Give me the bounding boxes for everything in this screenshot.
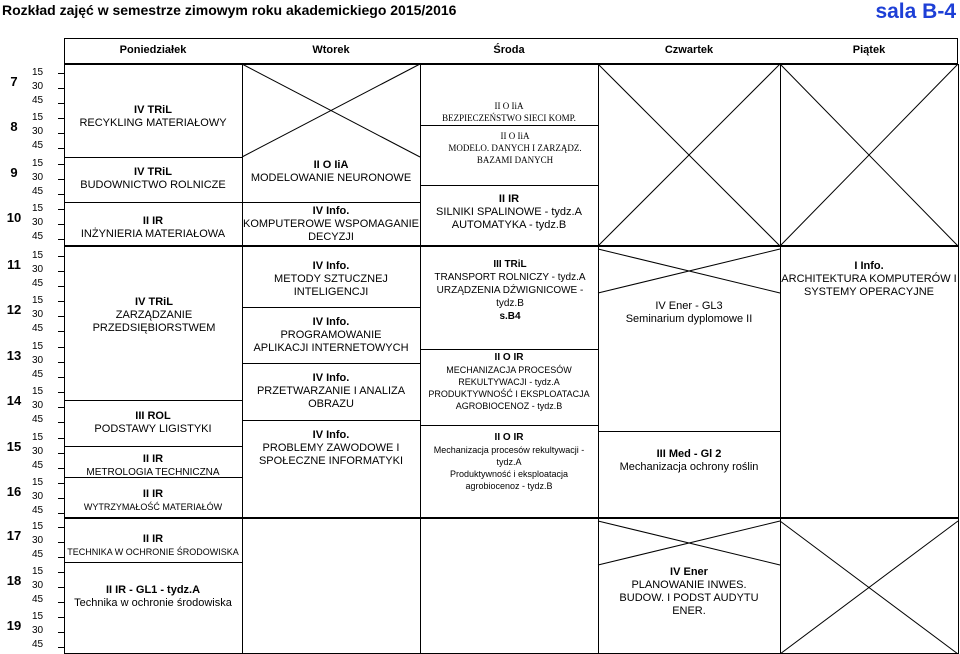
minute-mark: 30 — [32, 400, 44, 411]
monday-event-3 — [64, 215, 242, 241]
day-thursday: Czwartek — [664, 44, 714, 56]
minute-mark: 15 — [32, 432, 44, 443]
monday-event-2 — [64, 166, 242, 192]
minute-mark: 45 — [32, 639, 44, 650]
event-code: II IR — [142, 488, 164, 500]
hour-label: 14 — [6, 393, 22, 408]
hour-label: 13 — [6, 348, 22, 363]
minute-mark: 45 — [32, 231, 44, 242]
minute-mark: 15 — [32, 250, 44, 261]
minute-mark: 15 — [32, 386, 44, 397]
event-code: II IR — [142, 533, 164, 545]
minute-mark: 15 — [32, 611, 44, 622]
hour-label: 18 — [6, 573, 22, 588]
event-name: METROLOGIA TECHNICZNA — [86, 467, 220, 478]
wednesday-event-3 — [420, 193, 598, 232]
minute-mark: 30 — [32, 126, 44, 137]
minute-mark: 45 — [32, 95, 44, 106]
event-name: MODELO. DANYCH I ZARZĄDZ. BAZAMI DANYCH — [448, 143, 582, 165]
minute-mark: 30 — [32, 309, 44, 320]
event-name: Seminarium dyplomowe II — [625, 313, 753, 325]
event-name: MODELOWANIE NEURONOWE — [250, 172, 412, 184]
event-name: ARCHITEKTURA KOMPUTERÓW I SYSTEMY OPERACYJNE — [781, 273, 957, 298]
event-name: Mechanizacja ochrony roślin — [619, 461, 759, 473]
wednesday-event-1 — [420, 100, 598, 124]
event-name: PODSTAWY LIGISTYKI — [94, 423, 212, 435]
event-code: II O IiA — [494, 101, 524, 111]
hour-label: 16 — [6, 484, 22, 499]
event-name-2: Produktywność i eksploatacja agrobiocenoz - tydz.B — [449, 469, 569, 491]
event-code: II O IR — [494, 432, 524, 443]
minute-mark: 15 — [32, 112, 44, 123]
minute-mark: 30 — [32, 81, 44, 92]
event-name-2: AUTOMATYKA - tydz.B — [451, 219, 567, 231]
thursday-event-2 — [598, 448, 780, 474]
event-name: PLANOWANIE INWES. BUDOW. I PODST AUDYTU ENER. — [619, 579, 759, 617]
event-code: IV TRiL — [135, 296, 173, 308]
event-code: IV Info. — [312, 316, 350, 328]
minute-mark: 45 — [32, 140, 44, 151]
day-monday: Poniedziałek — [119, 44, 187, 56]
thursday-event-1 — [598, 300, 780, 326]
event-code: III TRiL — [493, 259, 527, 270]
event-code: II O IR — [494, 352, 524, 363]
event-name: BUDOWNICTWO ROLNICZE — [80, 179, 226, 191]
event-code: IV Info. — [312, 372, 350, 384]
wednesday-event-2 — [430, 130, 600, 166]
monday-event-5 — [64, 410, 242, 436]
event-name: RECYKLING MATERIAŁOWY — [79, 117, 227, 129]
tuesday-event-5 — [252, 372, 410, 411]
event-name: INŻYNIERIA MATERIAŁOWA — [80, 228, 226, 240]
minute-mark: 30 — [32, 355, 44, 366]
monday-event-7 — [64, 488, 242, 514]
event-name: SILNIKI SPALINOWE - tydz.A — [436, 206, 582, 218]
monday-event-6 — [64, 453, 242, 479]
minute-mark: 15 — [32, 521, 44, 532]
hour-label: 9 — [10, 165, 18, 180]
event-code: IV TRiL — [134, 104, 172, 116]
event-code: IV Info. — [312, 205, 350, 217]
wednesday-event-6 — [425, 432, 593, 492]
minute-mark: 30 — [32, 535, 44, 546]
hour-label: 7 — [10, 74, 18, 89]
minute-mark: 15 — [32, 566, 44, 577]
minute-mark: 45 — [32, 369, 44, 380]
event-code: IV Info. — [312, 260, 350, 272]
event-code: II O IiA — [313, 159, 349, 171]
friday-event-1 — [780, 260, 958, 299]
day-tuesday: Wtorek — [312, 44, 350, 56]
hour-label: 12 — [6, 302, 22, 317]
minute-mark: 45 — [32, 414, 44, 425]
monday-event-1 — [64, 104, 242, 130]
minute-mark: 15 — [32, 341, 44, 352]
minute-mark: 45 — [32, 460, 44, 471]
event-name: PROBLEMY ZAWODOWE I SPOŁECZNE INFORMATYKI — [258, 442, 404, 467]
minute-mark: 15 — [32, 295, 44, 306]
minute-mark: 30 — [32, 491, 44, 502]
event-code: IV Info. — [312, 429, 350, 441]
event-code: IV Ener — [670, 566, 708, 578]
event-name: PROGRAMOWANIE APLIKACJI INTERNETOWYCH — [253, 329, 409, 354]
tuesday-event-2 — [242, 205, 420, 244]
hour-label: 19 — [6, 618, 22, 633]
day-wednesday: Środa — [493, 44, 525, 56]
minute-mark: 30 — [32, 446, 44, 457]
room-label: sala B-4 — [875, 0, 956, 23]
minute-mark: 15 — [32, 67, 44, 78]
day-friday: Piątek — [852, 44, 886, 56]
hour-label: 17 — [6, 528, 22, 543]
minute-mark: 15 — [32, 203, 44, 214]
event-code: IV TRiL — [134, 166, 172, 178]
wednesday-event-5 — [425, 352, 593, 412]
event-name: PRZETWARZANIE I ANALIZA OBRAZU — [256, 385, 406, 410]
hour-label: 10 — [6, 210, 22, 225]
minute-mark: 45 — [32, 186, 44, 197]
event-name-2: URZĄDZENIA DŹWIGNICOWE - tydz.B — [436, 285, 584, 309]
minute-mark: 15 — [32, 158, 44, 169]
event-code: II IR — [498, 193, 520, 205]
event-code: II IR — [142, 453, 164, 465]
page-title: Rozkład zajęć w semestrze zimowym roku akademickiego 2015/2016 — [2, 2, 457, 18]
minute-mark: 45 — [32, 594, 44, 605]
tuesday-event-1 — [242, 159, 420, 185]
minute-mark: 45 — [32, 278, 44, 289]
minute-mark: 45 — [32, 323, 44, 334]
event-code: III ROL — [135, 410, 171, 422]
minute-mark: 45 — [32, 505, 44, 516]
hour-label: 15 — [6, 439, 22, 454]
event-code: II O IiA — [500, 131, 530, 141]
hour-label: 8 — [10, 119, 18, 134]
event-name: ZARZĄDZANIE PRZEDSIĘBIORSTWEM — [92, 309, 216, 334]
event-name: METODY SZTUCZNEJ INTELIGENCJI — [274, 273, 388, 298]
event-code: II IR - GL1 - tydz.A — [105, 584, 201, 596]
tuesday-event-6 — [252, 429, 410, 468]
event-name: TRANSPORT ROLNICZY - tydz.A — [434, 272, 586, 283]
hour-label: 11 — [7, 257, 21, 272]
minute-mark: 30 — [32, 217, 44, 228]
wednesday-event-4 — [430, 258, 590, 323]
tuesday-event-4 — [252, 316, 410, 355]
event-name: WYTRZYMAŁOŚĆ MATERIAŁÓW — [83, 502, 223, 512]
monday-event-9 — [64, 584, 242, 610]
minute-mark: 30 — [32, 172, 44, 183]
event-name: Technika w ochronie środowiska — [74, 597, 232, 609]
minute-mark: 30 — [32, 264, 44, 275]
tuesday-event-3 — [262, 260, 400, 299]
event-name: Mechanizacja procesów rekultywacji - tydz.A — [433, 445, 585, 467]
event-name: MECHANIZACJA PROCESÓW REKULTYWACJI - tydz.A — [446, 365, 572, 387]
event-room: s.B4 — [499, 311, 521, 322]
minute-mark: 15 — [32, 477, 44, 488]
event-code: IV Ener - GL3 — [655, 300, 723, 312]
event-name: KOMPUTEROWE WSPOMAGANIE DECYZJI — [242, 218, 419, 243]
event-code: I Info. — [854, 260, 884, 272]
event-name: TECHNIKA W OCHRONIE ŚRODOWISKA — [67, 547, 239, 557]
monday-event-8 — [64, 533, 242, 559]
minute-mark: 45 — [32, 549, 44, 560]
event-code: II IR — [142, 215, 164, 227]
minute-mark: 30 — [32, 625, 44, 636]
thursday-event-3 — [608, 566, 770, 618]
event-name: BEZPIECZEŃSTWO SIECI KOMP. — [442, 113, 576, 123]
event-code: III Med - Gl 2 — [656, 448, 722, 460]
event-name-2: PRODUKTYWNOŚĆ I EKSPLOATACJA AGROBIOCENOZ - tydz.B — [428, 389, 590, 411]
monday-event-4 — [84, 296, 224, 335]
minute-mark: 30 — [32, 580, 44, 591]
